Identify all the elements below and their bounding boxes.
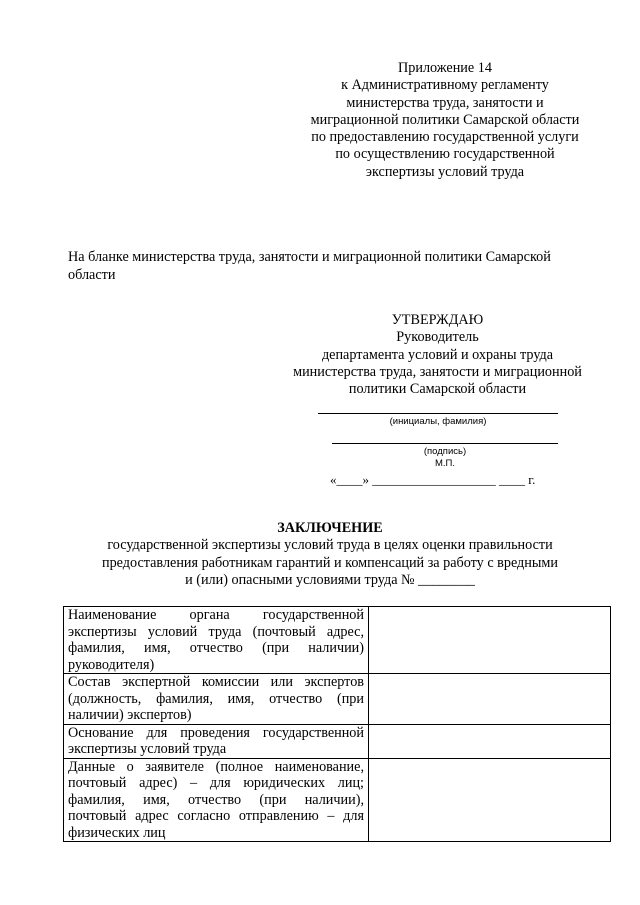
initials-caption: (инициалы, фамилия) (389, 416, 487, 427)
approval-line: политики Самарской области (348, 381, 527, 398)
approval-line: Руководитель (396, 329, 479, 346)
conclusion-line: и (или) опасными условиями труда № ________ (185, 571, 475, 588)
approval-block (280, 312, 595, 398)
table-cell-value (369, 758, 611, 842)
appendix-line: министерства труда, занятости и (346, 94, 544, 111)
conclusion-line: предоставления работникам гарантий и компенсаций за работу с вредными (102, 554, 558, 571)
table-cell-label: Состав экспертной комиссии или экспертов (должность, фамилия, имя, отчество (при наличии) экспертов) (64, 674, 369, 725)
table-row (64, 674, 611, 725)
appendix-line: Приложение 14 (398, 60, 492, 76)
table-cell-value (369, 724, 611, 758)
table-cell-value (369, 607, 611, 674)
approval-date: «____» ___________________ ____ г. (330, 472, 536, 487)
approval-line: министерства труда, занятости и миграционной (293, 363, 582, 380)
approval-line: департамента условий и охраны труда (321, 346, 554, 363)
appendix-header (290, 60, 600, 181)
table-cell-label: Данные о заявителе (полное наименование, почтовый адрес) – для юридических лиц; фамилия, имя, отчество (при наличии), почтовый адрес согласно отправлению – для физических лиц (64, 758, 369, 842)
appendix-line: по осуществлению государственной (335, 146, 555, 163)
conclusion-title (60, 520, 600, 589)
appendix-line: миграционной политики Самарской области (310, 111, 580, 128)
table-row (64, 607, 611, 674)
conclusion-line: государственной экспертизы условий труда в целях оценки правильности (107, 537, 553, 554)
appendix-line: экспертизы условий труда (365, 163, 525, 180)
appendix-line: к Административному регламенту (341, 77, 549, 94)
table-cell-label: Основание для проведения государственной экспертизы условий труда (64, 724, 369, 758)
table-cell-label: Наименование органа государственной экспертизы условий труда (почтовый адрес, фамилия, имя, отчество (при наличии) руководителя) (64, 607, 369, 674)
signature-caption: (подпись) (423, 446, 467, 457)
info-table (63, 606, 611, 842)
conclusion-heading: ЗАКЛЮЧЕНИЕ (277, 520, 383, 536)
seal-mark: М.П. (434, 458, 456, 469)
initials-line (318, 413, 558, 414)
table-row (64, 724, 611, 758)
blank-note: На бланке министерства труда, занятости и миграционной политики Самарской области (68, 249, 551, 283)
approval-title: УТВЕРЖДАЮ (391, 312, 484, 328)
table-row (64, 758, 611, 842)
table-cell-value (369, 674, 611, 725)
appendix-line: по предоставлению государственной услуги (311, 129, 579, 146)
signature-line (332, 443, 558, 444)
